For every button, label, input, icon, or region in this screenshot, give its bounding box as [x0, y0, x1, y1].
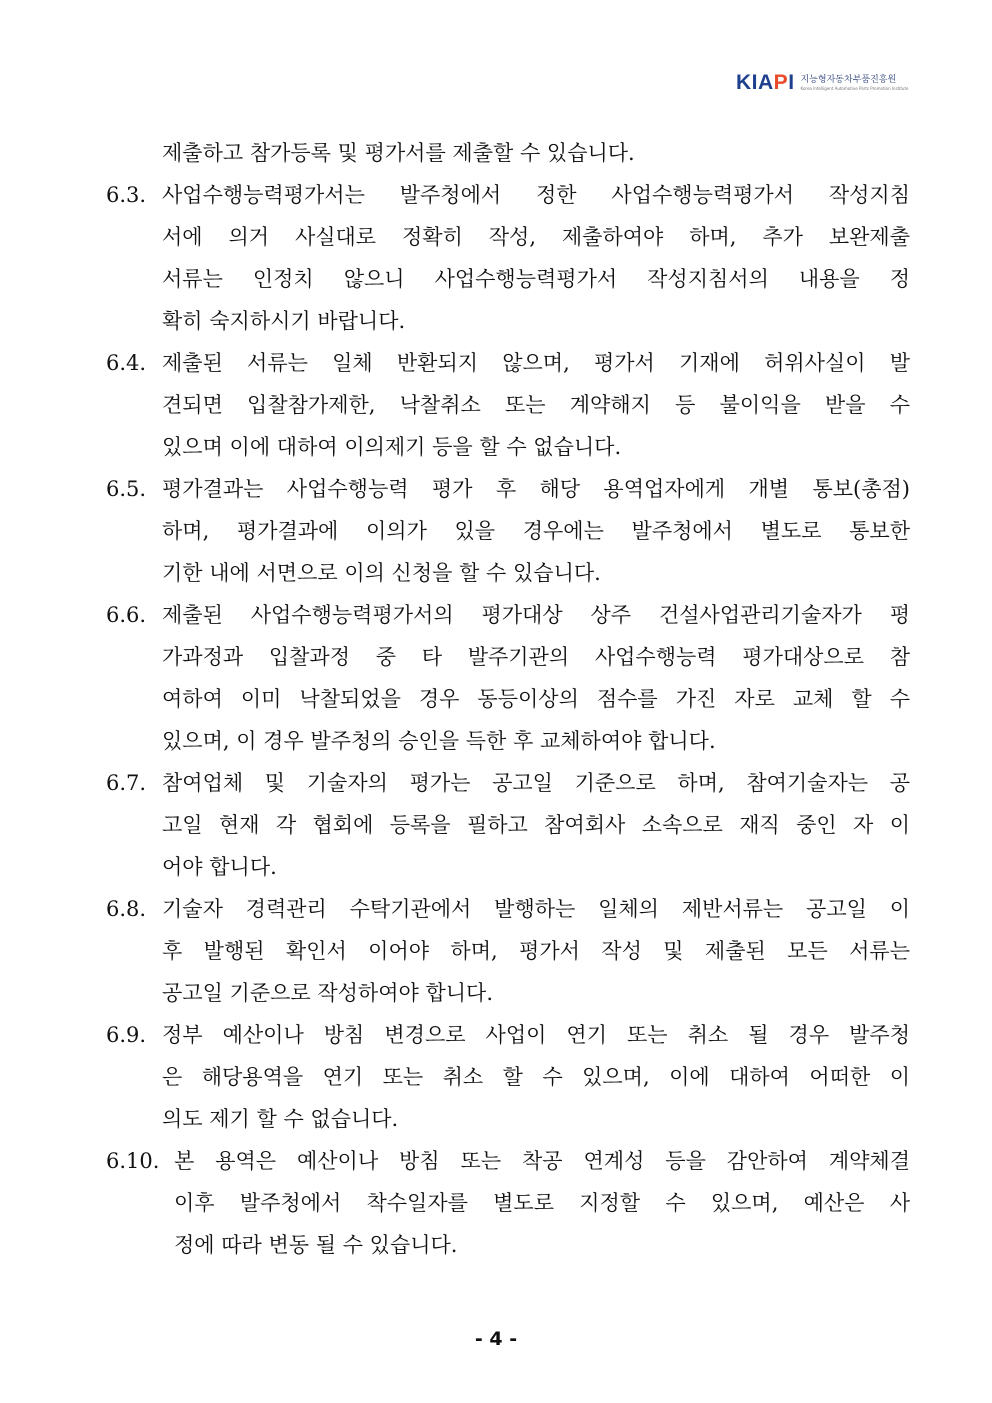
- logo-mark-c: I: [788, 71, 795, 94]
- item-text: 후 발행된 확인서 이어야 하며, 평가서 작성 및 제출된 모든 서류는: [162, 939, 910, 963]
- intro-text: 제출하고 참가등록 및 평가서를 제출할 수 있습니다.: [162, 141, 635, 165]
- item-line: [106, 174, 910, 216]
- item-text: 가과정과 입찰과정 중 타 발주기관의 사업수행능력 평가대상으로 참: [162, 645, 910, 669]
- item-line: [106, 846, 910, 888]
- item-text: 공고일 기준으로 작성하여야 합니다.: [162, 981, 493, 1005]
- intro-line: [106, 132, 910, 174]
- item-number: 6.6.: [106, 603, 147, 627]
- item-line: [106, 888, 910, 930]
- item-text: 있으며 이에 대하여 이의제기 등을 할 수 없습니다.: [162, 435, 622, 459]
- item-line: [106, 1224, 910, 1266]
- item-block: [106, 888, 910, 1014]
- item-number: 6.9.: [106, 1023, 147, 1047]
- item-line: [106, 678, 910, 720]
- item-line: [106, 300, 910, 342]
- item-text: 기술자 경력관리 수탁기관에서 발행하는 일체의 제반서류는 공고일 이: [162, 897, 910, 921]
- item-text: 사업수행능력평가서는 발주청에서 정한 사업수행능력평가서 작성지침: [162, 183, 910, 207]
- item-text: 정부 예산이나 방침 변경으로 사업이 연기 또는 취소 될 경우 발주청: [162, 1023, 910, 1047]
- item-block: [106, 594, 910, 762]
- item-block: [106, 1140, 910, 1266]
- page-number: - 4 -: [474, 1328, 518, 1350]
- item-number: 6.4.: [106, 351, 147, 375]
- item-block: [106, 174, 910, 342]
- logo-text: [801, 75, 909, 92]
- item-text: 본 용역은 예산이나 방침 또는 착공 연계성 등을 감안하여 계약체결: [174, 1149, 910, 1173]
- item-line: [106, 594, 910, 636]
- item-line: [106, 510, 910, 552]
- item-line: [106, 258, 910, 300]
- item-line: [106, 636, 910, 678]
- item-text: 기한 내에 서면으로 이의 신청을 할 수 있습니다.: [162, 561, 601, 585]
- item-line: [106, 552, 910, 594]
- kiapi-logo: [736, 71, 909, 95]
- item-line: [106, 1056, 910, 1098]
- item-line: [106, 762, 910, 804]
- item-line: [106, 804, 910, 846]
- item-text: 평가결과는 사업수행능력 평가 후 해당 용역업자에게 개별 통보(총점): [162, 477, 910, 501]
- item-text: 제출된 사업수행능력평가서의 평가대상 상주 건설사업관리기술자가 평: [162, 603, 910, 627]
- item-text: 있으며, 이 경우 발주청의 승인을 득한 후 교체하여야 합니다.: [162, 729, 716, 753]
- item-line: [106, 972, 910, 1014]
- item-text: 견되면 입찰참가제한, 낙찰취소 또는 계약해지 등 불이익을 받을 수: [162, 393, 910, 417]
- item-text: 여하여 이미 낙찰되었을 경우 동등이상의 점수를 가진 자로 교체 할 수: [162, 687, 910, 711]
- item-line: [106, 426, 910, 468]
- numbered-items: [106, 174, 910, 1266]
- item-text: 의도 제기 할 수 없습니다.: [162, 1107, 399, 1131]
- item-text: 서류는 인정치 않으니 사업수행능력평가서 작성지침서의 내용을 정: [162, 267, 910, 291]
- item-text: 은 해당용역을 연기 또는 취소 할 수 있으며, 이에 대하여 어떠한 이: [162, 1065, 910, 1089]
- item-text: 제출된 서류는 일체 반환되지 않으며, 평가서 기재에 허위사실이 발: [162, 351, 910, 375]
- item-block: [106, 468, 910, 594]
- item-line: [106, 930, 910, 972]
- item-text: 고일 현재 각 협회에 등록을 필하고 참여회사 소속으로 재직 중인 자 이: [162, 813, 910, 837]
- item-line: [106, 384, 910, 426]
- item-text: 참여업체 및 기술자의 평가는 공고일 기준으로 하며, 참여기술자는 공: [162, 771, 910, 795]
- item-line: [106, 216, 910, 258]
- logo-mark: [736, 71, 795, 95]
- item-block: [106, 1014, 910, 1140]
- item-text: 정에 따라 변동 될 수 있습니다.: [174, 1233, 458, 1257]
- item-number: 6.5.: [106, 477, 147, 501]
- logo-mark-a: KIA: [736, 71, 774, 94]
- item-text: 하며, 평가결과에 이의가 있을 경우에는 발주청에서 별도로 통보한: [162, 519, 910, 543]
- item-line: [106, 720, 910, 762]
- org-name-en: Korea Intelligent Automotive Parts Promotion Institute: [800, 85, 909, 91]
- item-text: 이후 발주청에서 착수일자를 별도로 지정할 수 있으며, 예산은 사: [174, 1191, 910, 1215]
- item-number: 6.10.: [106, 1149, 160, 1173]
- item-text: 확히 숙지하시기 바랍니다.: [162, 309, 406, 333]
- item-block: [106, 762, 910, 888]
- item-line: [106, 1140, 910, 1182]
- item-number: 6.3.: [106, 183, 147, 207]
- document-body: [106, 132, 910, 1266]
- item-line: [106, 1098, 910, 1140]
- item-line: [106, 342, 910, 384]
- item-text: 서에 의거 사실대로 정확히 작성, 제출하여야 하며, 추가 보완제출: [162, 225, 910, 249]
- org-name-ko: 지능형자동차부품진흥원: [800, 74, 897, 85]
- item-line: [106, 468, 910, 510]
- item-line: [106, 1014, 910, 1056]
- item-line: [106, 1182, 910, 1224]
- logo-mark-b: P: [773, 71, 789, 94]
- item-number: 6.8.: [106, 897, 147, 921]
- item-number: 6.7.: [106, 771, 147, 795]
- item-text: 어야 합니다.: [162, 855, 277, 879]
- item-block: [106, 342, 910, 468]
